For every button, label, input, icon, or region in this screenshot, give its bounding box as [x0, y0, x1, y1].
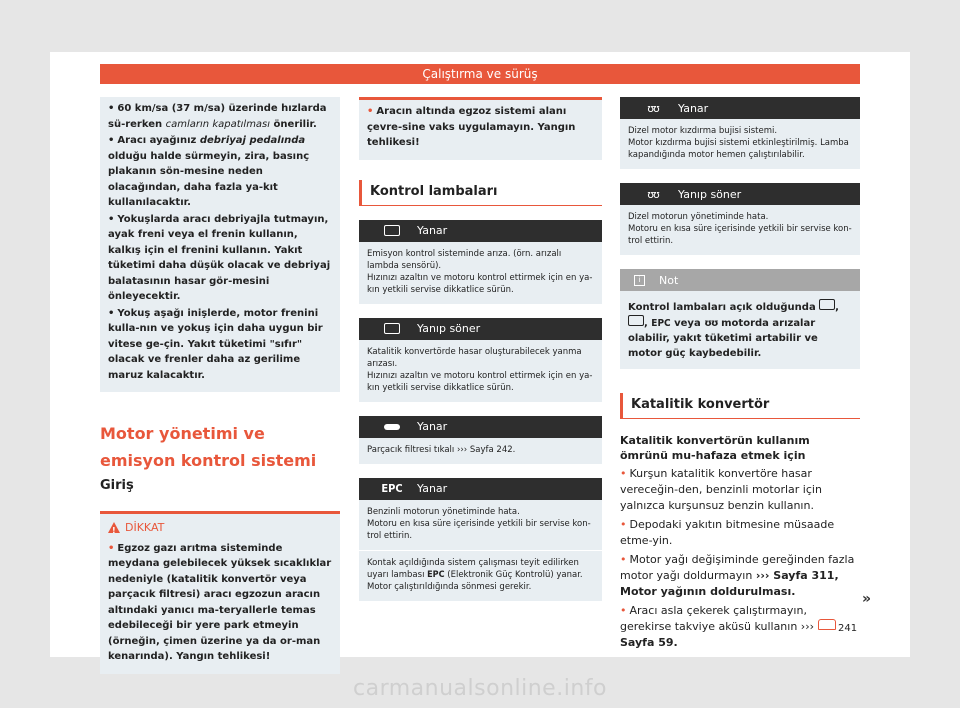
lamp-description: Emisyon kontrol sisteminde arıza. (örn. arızalı lambda sensörü). Hızınızı azaltın ve motoru kontrol ettirmek için en ya-kın yetkili servise dikkatlice sürün.: [359, 242, 602, 304]
lamp-header: Yanıp söner: [359, 318, 602, 340]
page-reference-link[interactable]: Sayfa 59.: [620, 636, 678, 649]
column-1: [100, 97, 340, 674]
lamp-extra-info: Kontak açıldığında sistem çalışması teyit edilirken uyarı lambası EPC (Elektronik Güç Kontrolü) yanar. Motor çalıştırıldığında sönmesi gerekir.: [359, 550, 602, 601]
catalytic-item: • Aracı asla çekerek çalıştırmayın, gerekirse takviye aküsü kullanın ››› Sayfa 59.: [620, 603, 860, 651]
section-title: Motor yönetimi ve emisyon kontrol sistemi: [100, 424, 317, 470]
page-number: 241: [838, 623, 858, 634]
tips-box: [100, 97, 340, 392]
tip-item: • Aracı ayağınız debriyaj pedalında olduğu halde sürmeyin, zira, basınç plakanın sön-mesine neden olacağından, daha fazla ya-kıt kullanılacaktır.: [108, 135, 310, 208]
chapter-header: Çalıştırma ve sürüş: [100, 64, 860, 84]
glow-plug-icon: ʊʊ: [647, 101, 659, 115]
column-2: [359, 97, 602, 615]
lamp-header: ʊʊ Yanar: [620, 97, 860, 119]
warning-box: [100, 511, 340, 674]
info-icon: i: [634, 275, 645, 286]
engine-icon: [628, 315, 644, 326]
catalytic-item: • Motor yağı değişiminde gereğinden fazla motor yağı doldurmayın ››› Sayfa 311, Motor yağının doldurulması.: [620, 553, 855, 598]
continue-arrow: »: [862, 591, 872, 607]
catalytic-item: • Kurşun katalitik konvertöre hasar vereceğin-den, benzinli motorlar için yalnızca kurşunsuz benzin kullanın.: [620, 467, 822, 512]
catalytic-item: • Depodaki yakıtın bitmesine müsaade etme-yin.: [620, 518, 835, 547]
lamp-header: EPC Yanar: [359, 478, 602, 500]
lamp-header: ʊʊ Yanıp söner: [620, 183, 860, 205]
lamp-header: Yanar: [359, 416, 602, 438]
epc-icon: EPC: [381, 482, 403, 495]
fire-warning-text: • Aracın altında egzoz sistemi alanı çevre-sine vaks uygulamayın. Yangın tehlikesi!: [367, 106, 576, 148]
engine-icon: [373, 225, 411, 236]
warning-title: ! DİKKAT: [108, 520, 332, 536]
note-text: Kontrol lambaları açık olduğunda , , EPC veya ʊʊ motorda arızalar olabilir, yakıt tüketimi artabilir ve motor güç kaybedebilir.: [620, 291, 860, 369]
control-lamps-heading: Kontrol lambaları: [359, 180, 602, 206]
particle-filter-icon: [373, 424, 411, 430]
engine-icon: [373, 323, 411, 334]
lamp-header: Yanar: [359, 220, 602, 242]
tip-item: • 60 km/sa (37 m/sa) üzerinde hızlarda sü-rerken camların kapatılması önerilir.: [108, 103, 327, 130]
tip-item: • Yokuş aşağı inişlerde, motor frenini kulla-nın ve yokuş için daha uygun bir vitese ge-çin. Yakıt tüketimi "sıfır" olacak ve frenler daha az gerilime maruz kalacaktır.: [108, 307, 323, 381]
lamp-description: Dizel motorun yönetiminde hata. Motoru en kısa süre içerisinde yetkili bir servise kon-trol ettirin.: [620, 205, 860, 255]
watermark: carmanualsonline.info: [353, 676, 607, 701]
catalytic-heading: Katalitik konvertör: [620, 393, 860, 419]
glow-plug-icon: ʊʊ: [647, 187, 659, 201]
epc-icon: EPC: [651, 318, 671, 329]
lamp-description: Parçacık filtresi tıkalı ››› Sayfa 242.: [359, 438, 602, 464]
tip-item: • Yokuşlarda aracı debriyajla tutmayın, ayak freni veya el frenin kullanın, kalkış için el frenini kullanın. Yakıt tüketimi daha düşük olacak ve debriyaj balatasının hasar gör-mesini önleyecektir.: [108, 213, 331, 302]
note-header: i Not: [620, 269, 860, 291]
page-reference-link[interactable]: ››› Sayfa 311, Motor yağının doldurulması.: [620, 569, 839, 598]
column-3: [620, 97, 860, 654]
epc-icon: EPC: [427, 569, 445, 580]
section-subtitle: Giriş: [100, 478, 134, 493]
lamp-description: Katalitik konvertörde hasar oluşturabilecek yanma arızası. Hızınızı azaltın ve motoru kontrol ettirmek için en ya-kın yetkili servise dikkatlice sürün.: [359, 340, 602, 402]
warning-text: • Egzoz gazı arıtma sisteminde meydana gelebilecek yüksek sıcaklıklar nedeniyle (katalitik konvertör veya parçacık filtresi) aracı egzozun aracın altındaki yanıcı ma-teryallerle temas edebileceği bir yere park etmeyin (örneğin, çimen üzerine ya da or-man kenarında). Yangın tehlikesi!: [108, 542, 332, 662]
lamp-description: Dizel motor kızdırma bujisi sistemi. Motor kızdırma bujisi sistemi etkinleştirilmiş. Lamba kapandığında motor hemen çalıştırılabilir.: [620, 119, 860, 169]
car-warning-icon: [818, 619, 836, 630]
warning-icon: [108, 522, 120, 533]
lamp-description: Benzinli motorun yönetiminde hata. Motoru en kısa süre içerisinde yetkili bir servise kon-trol ettirin.: [359, 500, 602, 550]
engine-icon: [819, 299, 835, 310]
fire-warning-box: [359, 97, 602, 160]
catalytic-subheading: Katalitik konvertörün kullanım ömrünü mu-hafaza etmek için: [620, 434, 810, 462]
glow-plug-icon: ʊʊ: [704, 318, 718, 329]
